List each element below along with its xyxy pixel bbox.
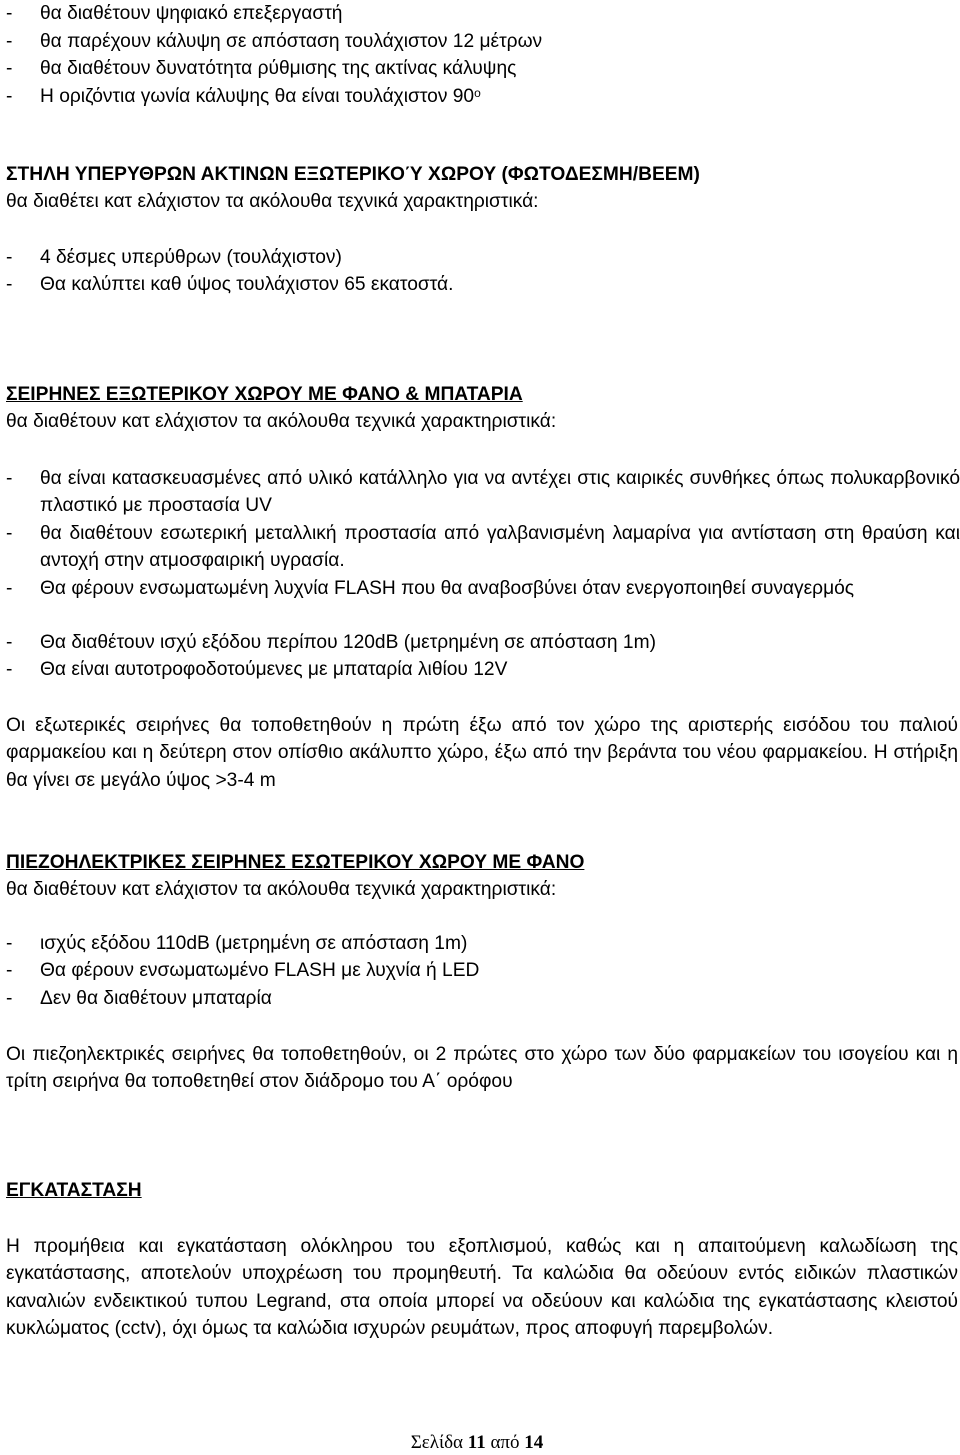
section-heading-outdoor-sirens: ΣΕΙΡΗΝΕΣ ΕΞΩΤΕΡΙΚΟΥ ΧΩΡΟΥ ΜΕ ΦΑΝΟ & ΜΠΑΤΑΡΙΑ xyxy=(6,384,523,405)
section-intro: θα διαθέτουν κατ ελάχιστον τα ακόλουθα τεχνικά χαρακτηριστικά: xyxy=(6,879,557,900)
paragraph-installation: Η προμήθεια και εγκατάσταση ολόκληρου του εξοπλισμού, καθώς και η απαιτούμενη καλωδίωση της εγκατάστασης, αποτελούν υποχρέωση του προμηθευτή. Τα καλώδια θα οδεύουν εντός ειδικών πλαστικών καναλιών ενδεικτικού τυπου Legrand, στα οποία μπορεί να οδεύουν και καλώδια της εγκατάστασης κλειστού κυκλώματος (cctv), όχι όμως τα καλώδια ισχυρών ρευμάτων, προς αποφυγή παρεμβολών. xyxy=(6,1236,958,1340)
current-page-number: 11 xyxy=(467,1432,486,1453)
list-item: - Δεν θα διαθέτουν μπαταρία xyxy=(6,988,272,1009)
section-intro: θα διαθέτει κατ ελάχιστον τα ακόλουθα τεχνικά χαρακτηριστικά: xyxy=(6,191,539,212)
section-heading-installation: ΕΓΚΑΤΑΣΤΑΣΗ xyxy=(6,1180,142,1201)
list-item: - Η οριζόντια γωνία κάλυψης θα είναι τουλάχιστον $90^o$ xyxy=(6,86,481,107)
list-item: - θα παρέχουν κάλυψη σε απόσταση τουλάχιστον 12 μέτρων xyxy=(6,31,543,52)
list-item: - θα διαθέτουν ψηφιακό επεξεργαστή xyxy=(6,3,343,24)
list-item: - Θα διαθέτουν ισχύ εξόδου περίπου 120dB (μετρημένη σε απόσταση 1m) xyxy=(6,632,656,653)
list-item: - Θα καλύπτει καθ ύψος τουλάχιστον 65 εκατοστά. xyxy=(6,274,454,295)
list-item: - Θα φέρουν ενσωματωμένο FLASH με λυχνία ή LED xyxy=(6,960,480,981)
section-intro: θα διαθέτουν κατ ελάχιστον τα ακόλουθα τεχνικά χαρακτηριστικά: xyxy=(6,411,557,432)
total-page-count: 14 xyxy=(524,1432,544,1453)
document-page: - θα διαθέτουν ψηφιακό επεξεργαστή - θα παρέχουν κάλυψη σε απόσταση τουλάχιστον 12 μέτρων - θα διαθέτουν δυνατότητα ρύθμισης της ακτίνας κάλυψης - Η οριζόντια γωνία κάλυψης θα είναι τουλάχιστον $90^o$ ΣΤΗΛΗ ΥΠΕΡΥΘΡΩΝ ΑΚΤΙΝΩΝ ΕΞΩΤΕΡΙΚΟΎ ΧΩΡΟΥ (ΦΩΤΟΔΕΣΜΗ/BEEM) θα διαθέτει κατ ελάχιστον τα ακόλουθα τεχνικά χαρακτηριστικά: - 4 δέσμες υπερύθρων (τουλάχιστον) - Θα καλύπτει καθ ύψος τουλάχιστον 65 εκατοστά. ΣΕΙΡΗΝΕΣ ΕΞΩΤΕΡΙΚΟΥ ΧΩΡΟΥ ΜΕ ΦΑΝΟ & ΜΠΑΤΑΡΙΑ θα διαθέτουν κατ ελάχιστον τα ακόλουθα τεχνικά χαρακτηριστικά: - θα είναι κατασκευασμένες από υλικό κατάλληλο για να αντέχει στις καιρικές συνθήκες όπως πολυκαρβονικό πλαστικό με προστασία UV - θα διαθέτουν εσωτερική μεταλλική προστασία από γαλβανισμένη λαμαρίνα για αντίσταση στη θραύση και αντοχή στην ατμοσφαιρική υγρασία. - Θα φέρουν ενσωματωμένη λυχνία FLASH που θα αναβοσβύνει όταν ενεργοποιηθεί συναγερμός - Θα διαθέτουν ισχύ εξόδου περίπου 120dB (μετρημένη σε απόσταση 1m) - Θα είναι αυτοτροφοδοτούμενες με μπαταρία λιθίου 12V Οι εξωτερικές σειρήνες θα τοποθετηθούν η πρώτη έξω από τον χώρο της αριστερής εισόδου του παλιού φαρμακείου και η δεύτερη στον οπίσθιο ακάλυπτο χώρο, έξω από την βεράντα του νέου φαρμακείου. Η στήριξη θα γίνει σε μεγάλο ύψος >3-4 m ΠΙΕΖΟΗΛΕΚΤΡΙΚΕΣ ΣΕΙΡΗΝΕΣ ΕΣΩΤΕΡΙΚΟΥ ΧΩΡΟΥ ΜΕ ΦΑΝΟ θα διαθέτουν κατ ελάχιστον τα ακόλουθα τεχνικά χαρακτηριστικά: - ισχύς εξόδου 110dB (μετρημένη σε απόσταση 1m) - Θα φέρουν ενσωματωμένο FLASH με λυχνία ή LED - Δεν θα διαθέτουν μπαταρία Οι πιεζοηλεκτρικές σειρήνες θα τοποθετηθούν, οι 2 πρώτες στο χώρο των δύο φαρμακείων του ισογείου και η τρίτη σειρήνα θα τοποθετηθεί στον διάδρομο του Α΄ ορόφου ΕΓΚΑΤΑΣΤΑΣΗ Η προμήθεια και εγκατάσταση ολόκληρου του εξοπλισμού, καθώς και η απαιτούμενη καλωδίωση της εγκατάστασης, αποτελούν υποχρέωση του προμηθευτή. Τα καλώδια θα οδεύουν εντός ειδικών πλαστικών καναλιών ενδεικτικού τυπου Legrand, στα οποία μπορεί να οδεύουν και καλώδια της εγκατάστασης κλειστού κυκλώματος (cctv), όχι όμως τα καλώδια ισχυρών ρευμάτων, προς αποφυγή παρεμβολών. xyxy=(6,0,956,1455)
page-footer: Σελίδα 11 από 14 xyxy=(410,1432,544,1453)
paragraph-outdoor-placement: Οι εξωτερικές σειρήνες θα τοποθετηθούν η πρώτη έξω από τον χώρο της αριστερής εισόδου του παλιού φαρμακείου και η δεύτερη στον οπίσθιο ακάλυπτο χώρο, έξω από την βεράντα του νέου φαρμακείου. Η στήριξη θα γίνει σε μεγάλο ύψος >3-4 m xyxy=(6,715,958,791)
degree-superscript: ο xyxy=(474,86,481,100)
paragraph-piezo-placement: Οι πιεζοηλεκτρικές σειρήνες θα τοποθετηθούν, οι 2 πρώτες στο χώρο των δύο φαρμακείων του ισογείου και η τρίτη σειρήνα θα τοποθετηθεί στον διάδρομο του Α΄ ορόφου xyxy=(6,1044,958,1093)
list-item: - 4 δέσμες υπερύθρων (τουλάχιστον) xyxy=(6,247,342,268)
list-item: - Θα είναι αυτοτροφοδοτούμενες με μπαταρία λιθίου 12V xyxy=(6,659,508,680)
section-heading-piezo-sirens: ΠΙΕΖΟΗΛΕΚΤΡΙΚΕΣ ΣΕΙΡΗΝΕΣ ΕΣΩΤΕΡΙΚΟΥ ΧΩΡΟΥ ΜΕ ΦΑΝΟ xyxy=(6,852,585,873)
section-heading-beam: ΣΤΗΛΗ ΥΠΕΡΥΘΡΩΝ ΑΚΤΙΝΩΝ ΕΞΩΤΕΡΙΚΟΎ ΧΩΡΟΥ (ΦΩΤΟΔΕΣΜΗ/BEEM) xyxy=(6,164,700,185)
list-item: - ισχύς εξόδου 110dB (μετρημένη σε απόσταση 1m) xyxy=(6,933,468,954)
list-item: - θα διαθέτουν δυνατότητα ρύθμισης της ακτίνας κάλυψης xyxy=(6,58,517,79)
